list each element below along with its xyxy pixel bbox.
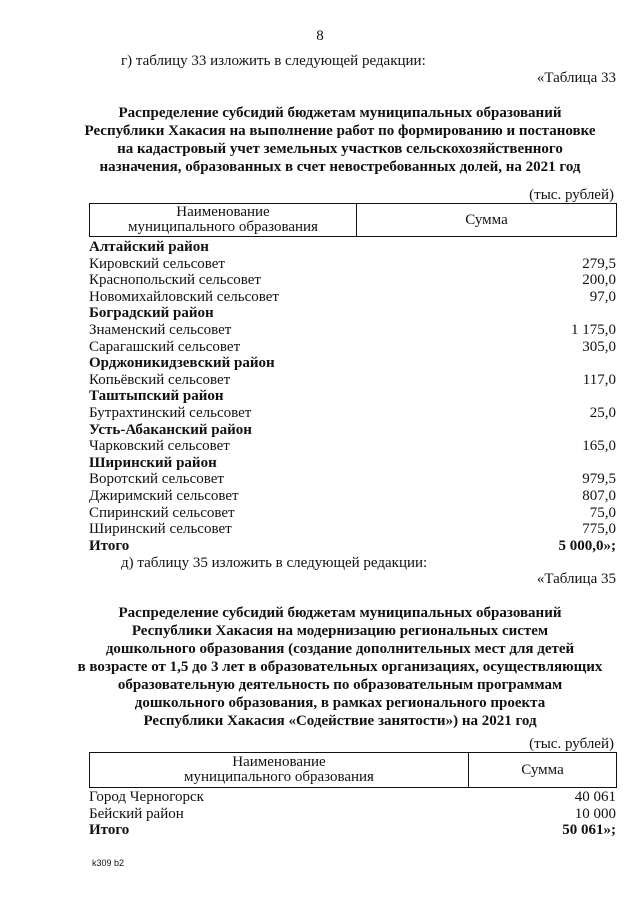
row-value: 40 061 [574,789,616,805]
row-name: Новомихайловский сельсовет [89,288,279,305]
row-name: Сарагашский сельсовет [89,338,241,355]
row-name: Итого [89,822,130,839]
row-value: 5 000,0»; [558,537,616,554]
table-35-title [40,604,640,730]
item-g-text: г) таблицу 33 изложить в следующей редакции: [121,53,426,69]
row-value: 200,0 [582,272,616,289]
region-row [89,455,616,472]
table-row [89,322,616,339]
table-row [89,505,616,522]
row-value: 979,5 [582,471,616,488]
row-name: Бутрахтинский сельсовет [89,404,252,421]
row-value: 279,5 [582,255,616,272]
row-name: Кировский сельсовет [89,255,225,272]
table-row [89,438,616,455]
region-row [89,388,616,405]
table-row [89,405,616,422]
table-row [89,372,616,389]
row-name: Итого [89,537,130,554]
title-line: Распределение субсидий бюджетам муниципальных образований [118,605,562,621]
total-row [89,538,616,555]
column-header-sum: Сумма [469,753,617,788]
row-value: 807,0 [582,487,616,504]
title-line: назначения, образованных в счет невостребованных долей, на 2021 год [99,159,581,175]
row-value: 305,0 [582,338,616,355]
title-line: дошкольного образования (создание дополнительных мест для детей [105,641,575,657]
table-35-body [89,789,616,839]
table-row [89,806,616,823]
table-row [89,521,616,538]
title-line: Республики Хакасия на выполнение работ по формированию и постановке [84,123,596,139]
row-value: 75,0 [589,504,616,521]
row-name: Усть-Абаканский район [89,421,252,438]
title-line: в возрасте от 1,5 до 3 лет в образовательных организациях, осуществляющих [77,659,603,675]
table-33-title [40,104,640,176]
row-name: Алтайский район [89,239,209,255]
column-header-name: Наименование муниципального образования [90,753,469,788]
table-35-header [89,752,617,788]
row-value: 50 061»; [562,822,616,839]
table-row [89,256,616,273]
row-name: Ширинский район [89,454,217,471]
row-value: 1 175,0 [571,321,616,338]
row-name: Ширинский сельсовет [89,521,232,538]
table-row [89,471,616,488]
item-d-text: д) таблицу 35 изложить в следующей редакции: [121,555,428,571]
table-33-body [89,239,616,554]
total-row [89,822,616,839]
footer-code: k309 b2 [92,858,125,868]
row-name: Боградский район [89,305,214,322]
row-name: Чарковский сельсовет [89,438,230,455]
row-name: Краснопольский сельсовет [89,272,261,289]
table-35-label: «Таблица 35 [536,571,616,587]
title-line: дошкольного образования, в рамках регионального проекта [134,695,546,711]
row-value: 165,0 [582,438,616,455]
row-name: Орджоникидзевский район [89,355,275,372]
title-line: образовательную деятельность по образовательным программам [117,677,563,693]
page-number: 8 [316,28,324,44]
title-line: Республики Хакасия «Содействие занятости») на 2021 год [143,713,537,729]
table-row [89,789,616,806]
region-row [89,355,616,372]
row-name: Бейский район [89,805,184,822]
row-value: 25,0 [589,404,616,421]
row-name: Спиринский сельсовет [89,504,235,521]
title-line: Распределение субсидий бюджетам муниципальных образований [118,105,562,121]
column-header-name: Наименование муниципального образования [90,204,357,237]
table-35-units: (тыс. рублей) [529,736,614,752]
row-name: Таштыпский район [89,388,224,405]
region-row [89,422,616,439]
table-33-label: «Таблица 33 [536,70,616,86]
title-line: Республики Хакасия на модернизацию региональных систем [131,623,549,639]
row-name: Джиримский сельсовет [89,487,239,504]
table-row [89,339,616,356]
row-name: Копьёвский сельсовет [89,371,231,388]
region-row [89,239,616,256]
row-value: 97,0 [589,288,616,305]
table-33-units: (тыс. рублей) [529,187,614,203]
row-value: 117,0 [582,371,616,388]
region-row [89,305,616,322]
row-value: 775,0 [582,521,616,538]
table-33-header [89,203,617,237]
table-row [89,289,616,306]
title-line: на кадастровый учет земельных участков сельскохозяйственного [117,141,563,157]
row-name: Знаменский сельсовет [89,321,232,338]
row-name: Воротский сельсовет [89,471,224,488]
column-header-sum: Сумма [357,204,617,237]
table-row [89,488,616,505]
row-value: 10 000 [574,805,616,822]
table-row [89,272,616,289]
row-name: Город Черногорск [89,789,204,805]
